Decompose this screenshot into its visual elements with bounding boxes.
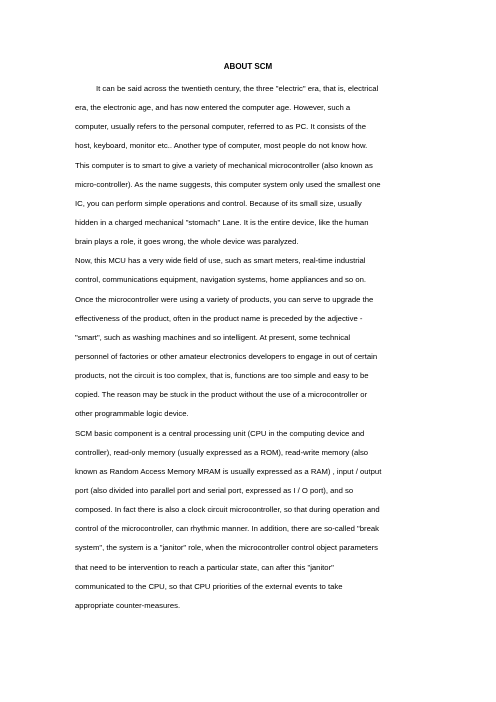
paragraph-1-line-8: hidden in a charged mechanical "stomach" Lane. It is the entire device, like the human xyxy=(75,217,369,227)
paragraph-1-line-7: IC, you can perform simple operations and control. Because of its small size, usually xyxy=(75,198,362,208)
paragraph-3-line-7: system", the system is a "janitor" role, when the microcontroller control object parameters xyxy=(75,543,378,553)
paragraph-2-line-5: "smart", such as washing machines and so intelligent. At present, some technical xyxy=(75,332,351,342)
paragraph-1-line-1: It can be said across the twentieth century, the three "electric" era, that is, electrical xyxy=(96,84,379,93)
paragraph-2-line-6: personnel of factories or other amateur electronics developers to engage in out of certain xyxy=(75,351,378,361)
paragraph-3-line-10: appropriate counter-measures. xyxy=(75,600,181,610)
document-title: ABOUT SCM xyxy=(223,62,273,71)
paragraph-2-line-4: effectiveness of the product, often in the product name is preceded by the adjective - xyxy=(75,313,363,323)
paragraph-3-line-1: SCM basic component is a central processing unit (CPU in the computing device and xyxy=(75,428,365,438)
paragraph-2-line-9: other programmable logic device. xyxy=(75,409,189,419)
paragraph-3-line-9: communicated to the CPU, so that CPU priorities of the external events to take xyxy=(75,581,343,591)
paragraph-3-line-2: controller), read-only memory (usually expressed as a ROM), read-write memory (also xyxy=(75,447,369,457)
paragraph-3-line-5: composed. In fact there is also a clock circuit microcontroller, so that during operation and xyxy=(75,505,380,515)
paragraph-2-line-3: Once the microcontroller were using a variety of products, you can serve to upgrade the xyxy=(75,294,374,304)
paragraph-2-line-8: copied. The reason may be stuck in the product without the use of a microcontroller or xyxy=(75,390,368,400)
paragraph-1-line-5: This computer is to smart to give a variety of mechanical microcontroller (also known as xyxy=(75,160,373,170)
paragraph-1-line-6: micro-controller). As the name suggests, this computer system only used the smallest one xyxy=(75,179,381,189)
paragraph-3-line-3: known as Random Access Memory MRAM is usually expressed as a RAM) , input / output xyxy=(75,466,382,476)
paragraph-3-line-4: port (also divided into parallel port and serial port, expressed as I / O port), and so xyxy=(75,485,354,495)
paragraph-1-line-9: brain plays a role, it goes wrong, the whole device was paralyzed. xyxy=(75,237,299,247)
paragraph-1-line-4: host, keyboard, monitor etc.. Another type of computer, most people do not know how. xyxy=(75,141,368,151)
paragraph-3-line-8: that need to be intervention to reach a particular state, can after this "janitor" xyxy=(75,562,334,572)
paragraph-2-line-7: products, not the circuit is too complex, that is, functions are too simple and easy to be xyxy=(75,371,369,381)
paragraph-2-line-1: Now, this MCU has a very wide field of use, such as smart meters, real-time industrial xyxy=(75,256,366,266)
paragraph-1-line-3: computer, usually refers to the personal computer, referred to as PC. It consists of the xyxy=(75,122,366,132)
paragraph-2-line-2: control, communications equipment, navigation systems, home appliances and so on. xyxy=(75,275,367,285)
paragraph-1-line-2: era, the electronic age, and has now entered the computer age. However, such a xyxy=(75,103,351,113)
paragraph-3-line-6: control of the microcontroller, can rhythmic manner. In addition, there are so-called "break xyxy=(75,524,379,534)
document-body xyxy=(75,79,421,615)
